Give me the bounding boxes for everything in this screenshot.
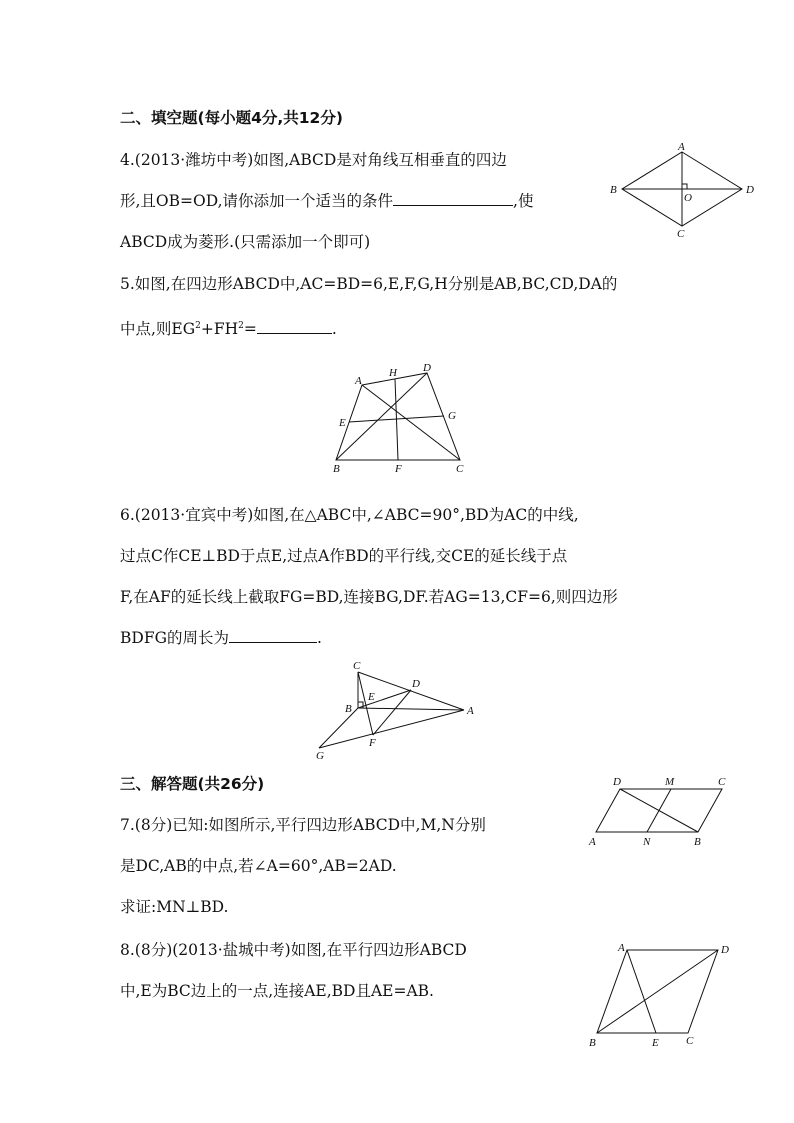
q8-label-a: A [618,942,625,954]
q4-line2-text: 形,且OB=OD,请你添加一个适当的条件 [120,192,394,210]
q6-label-c: C [353,660,361,672]
q5-line1: 5.如图,在四边形ABCD中,AC=BD=6,E,F,G,H分别是AB,BC,CD,DA的 [120,275,618,293]
q6-line1: 6.(2013·宜宾中考)如图,在△ABC中,∠ABC=90°,BD为AC的中线, [120,506,579,524]
q6-label-a: A [467,705,474,717]
q4-label-c: C [677,228,685,240]
q4-label-a: A [678,141,685,153]
q8-label-b: B [589,1037,596,1049]
q7-line1: 7.(8分)已知:如图所示,平行四边形ABCD中,M,N分别 [120,816,486,834]
q4-label-b: B [610,184,617,196]
q6-line4-end: . [316,629,322,647]
q6-line2: 过点C作CE⊥BD于点E,过点A作BD的平行线,交CE的延长线于点 [120,547,568,565]
q5-label-d: D [423,362,431,374]
q5-label-g: G [448,410,456,422]
q5-line2-a: 中点,则EG [120,320,196,339]
q4-label-o: O [684,192,692,204]
q8-label-c: C [686,1035,694,1047]
q7-label-m: M [665,776,675,788]
q4-label-d: D [746,184,754,196]
q7-label-n: N [643,836,651,848]
q8-line2: 中,E为BC边上的一点,连接AE,BD且AE=AB. [120,982,434,1000]
q5-label-c: C [456,463,464,475]
q8-line1: 8.(8分)(2013·盐城中考)如图,在平行四边形ABCD [120,941,467,959]
q7-label-d: D [613,776,621,788]
q5-label-e: E [339,417,346,429]
section-title-solutions: 三、解答题(共26分) [120,775,265,793]
q4-line1: 4.(2013·潍坊中考)如图,ABCD是对角线互相垂直的四边 [120,151,507,169]
q5-line2-c: = [243,320,257,339]
q5-label-h: H [389,367,397,379]
q8-label-e: E [652,1037,659,1049]
q7-label-a: A [589,836,596,848]
q5-sup1: 2 [195,321,201,331]
q6-line3: F,在AF的延长线上截取FG=BD,连接BG,DF.若AG=13,CF=6,则四边形 [120,588,618,606]
section-title-fill-in: 二、填空题(每小题4分,共12分) [120,109,343,127]
q8-diagonal-db [597,950,718,1033]
q4-line2-end: ,使 [513,192,534,210]
q5-line2-end: . [331,320,337,339]
q6-label-g: G [316,750,324,762]
q6-label-d: D [412,678,420,690]
q5-sup2: 2 [238,321,244,331]
q5-line2-b: +FH [200,320,239,339]
q8-label-d: D [721,944,729,956]
q8-segment-ae [627,950,656,1033]
q7-line2: 是DC,AB的中点,若∠A=60°,AB=2AD. [120,857,397,875]
q4-line3: ABCD成为菱形.(只需添加一个即可) [120,233,371,251]
q7-line3: 求证:MN⊥BD. [120,898,229,916]
q5-label-a: A [355,375,362,387]
q7-label-b: B [694,836,701,848]
q6-label-f: F [369,737,376,749]
q5-label-b: B [333,463,340,475]
q7-label-c: C [718,776,726,788]
q5-label-f: F [395,463,402,475]
q6-label-e: E [368,691,375,703]
q6-line4-text: BDFG的周长为 [120,629,229,647]
q6-label-b: B [345,703,352,715]
